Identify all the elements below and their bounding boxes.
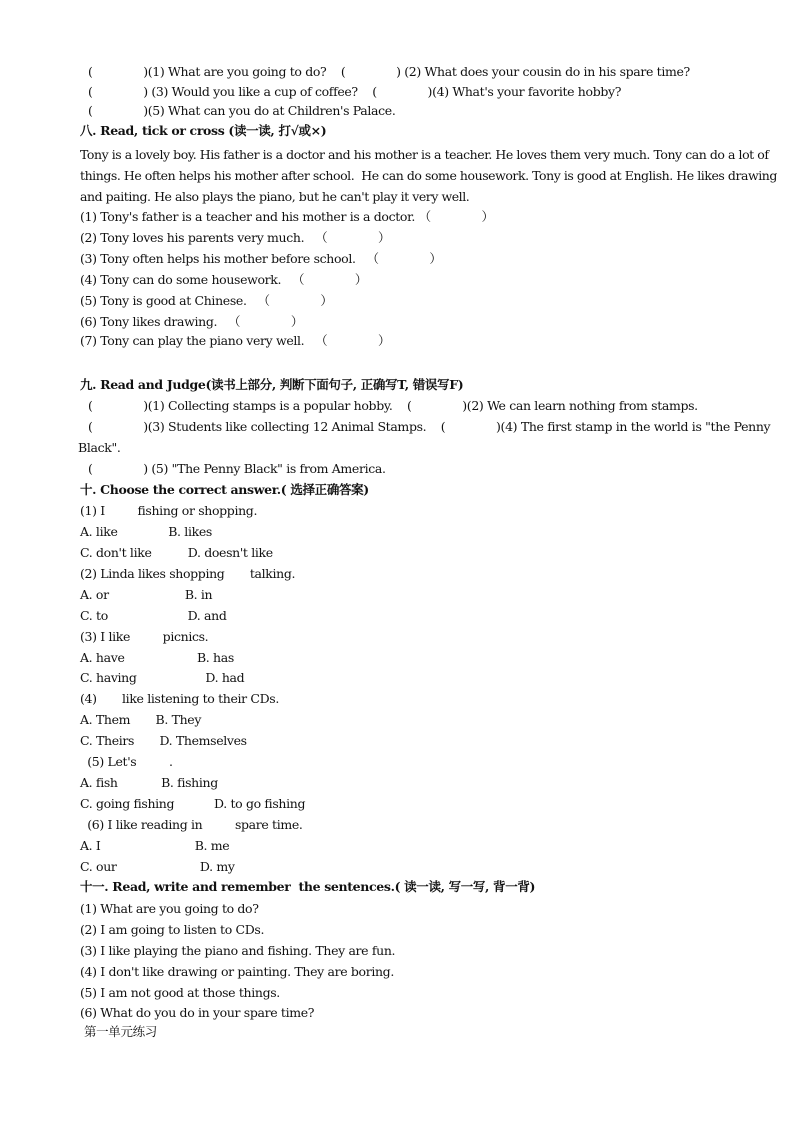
tick-item-4: (4) Tony can do some housework. （ ） — [80, 272, 368, 287]
matching-line-3: ( )(5) What can you do at Children's Palace. — [88, 103, 396, 118]
remember-line-4: (4) I don't like drawing or painting. They are boring. — [80, 964, 394, 979]
choice-line-8: A. have B. has — [80, 650, 234, 665]
choice-line-16: (6) I like reading in spare time. — [80, 817, 303, 832]
choice-line-2: A. like B. likes — [80, 524, 212, 539]
remember-line-6: (6) What do you do in your spare time? — [80, 1005, 315, 1020]
passage-line-1: Tony is a lovely boy. His father is a doctor and his mother is a teacher. He loves them very much. Tony can do a lot of — [80, 147, 769, 162]
judge-line-2: ( )(3) Students like collecting 12 Animal Stamps. ( )(4) The first stamp in the world is "the Penny — [88, 419, 771, 434]
judge-line-3: Black". — [78, 440, 121, 455]
remember-line-3: (3) I like playing the piano and fishing. They are fun. — [80, 943, 396, 958]
choice-line-13: (5) Let's . — [80, 754, 173, 769]
choice-line-6: C. to D. and — [80, 608, 227, 623]
choice-line-3: C. don't like D. doesn't like — [80, 545, 273, 560]
remember-line-5: (5) I am not good at those things. — [80, 985, 280, 1000]
tick-item-6: (6) Tony likes drawing. （ ） — [80, 314, 304, 329]
matching-line-1: ( )(1) What are you going to do? ( ) (2) What does your cousin do in his spare time? — [88, 64, 690, 79]
choice-line-11: A. Them B. They — [80, 712, 202, 727]
judge-line-1: ( )(1) Collecting stamps is a popular hobby. ( )(2) We can learn nothing from stamps. — [88, 398, 698, 413]
choice-line-15: C. going fishing D. to go fishing — [80, 796, 306, 811]
choice-line-1: (1) I fishing or shopping. — [80, 503, 258, 518]
tick-item-3: (3) Tony often helps his mother before school. （ ） — [80, 251, 442, 266]
choice-line-5: A. or B. in — [80, 587, 213, 602]
choice-line-10: (4) like listening to their CDs. — [80, 691, 279, 706]
passage-line-3: and paiting. He also plays the piano, but he can't play it very well. — [80, 189, 470, 204]
choice-line-17: A. I B. me — [80, 838, 230, 853]
passage-line-2: things. He often helps his mother after school. He can do some housework. Tony is good at English. He likes drawing — [80, 168, 777, 183]
tick-item-5: (5) Tony is good at Chinese. （ ） — [80, 293, 333, 308]
tick-item-7: (7) Tony can play the piano very well. （ ） — [80, 333, 391, 348]
unit-footer: 第一单元练习 — [84, 1024, 157, 1039]
choice-line-4: (2) Linda likes shopping talking. — [80, 566, 296, 581]
section-8-heading: 八. Read, tick or cross (读一读, 打√或×) — [80, 123, 327, 138]
choice-line-9: C. having D. had — [80, 670, 245, 685]
section-10-heading: 十. Choose the correct answer.( 选择正确答案) — [80, 482, 369, 497]
tick-item-2: (2) Tony loves his parents very much. （ ） — [80, 230, 391, 245]
choice-line-12: C. Theirs D. Themselves — [80, 733, 247, 748]
choice-line-18: C. our D. my — [80, 859, 235, 874]
tick-item-1: (1) Tony's father is a teacher and his mother is a doctor. （ ） — [80, 209, 494, 224]
judge-line-4: ( ) (5) "The Penny Black" is from America. — [88, 461, 386, 476]
section-11-heading: 十一. Read, write and remember the sentences.( 读一读, 写一写, 背一背) — [80, 879, 536, 894]
choice-line-14: A. fish B. fishing — [80, 775, 218, 790]
remember-line-2: (2) I am going to listen to CDs. — [80, 922, 265, 937]
section-9-heading: 九. Read and Judge(读书上部分, 判断下面句子, 正确写T, 错误写F) — [80, 377, 464, 392]
matching-line-2: ( ) (3) Would you like a cup of coffee? ( )(4) What's your favorite hobby? — [88, 84, 622, 99]
choice-line-7: (3) I like picnics. — [80, 629, 209, 644]
remember-line-1: (1) What are you going to do? — [80, 901, 259, 916]
